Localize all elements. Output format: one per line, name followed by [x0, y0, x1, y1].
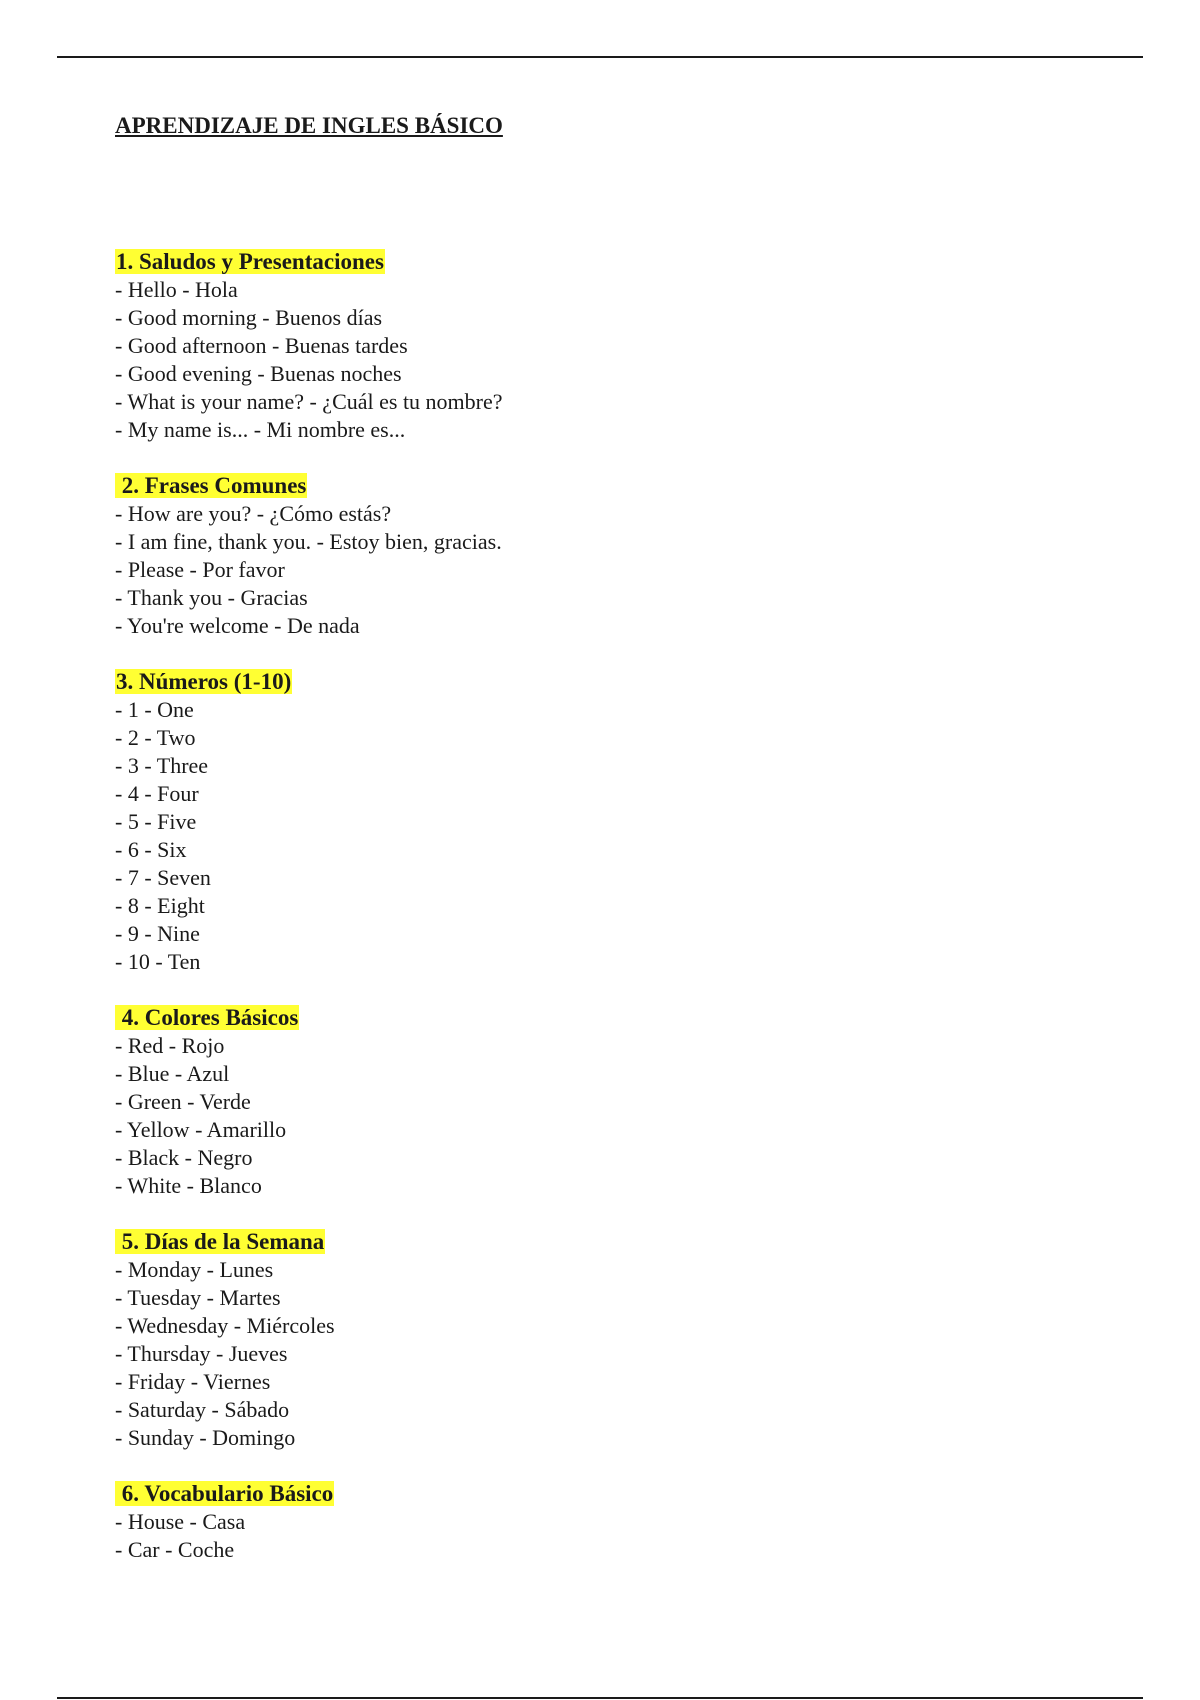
list-item: - House - Casa — [115, 1509, 246, 1534]
list-item: - White - Blanco — [115, 1173, 262, 1198]
page-bottom-rule — [57, 1697, 1143, 1699]
page-top-rule — [57, 56, 1143, 58]
list-item: - 8 - Eight — [115, 893, 205, 918]
section-colores — [115, 1004, 1015, 1200]
list-item: - Please - Por favor — [115, 557, 285, 582]
list-item: - Good evening - Buenas noches — [115, 361, 402, 386]
list-item: - Green - Verde — [115, 1089, 251, 1114]
list-item: - Saturday - Sábado — [115, 1397, 290, 1422]
sections-container — [115, 248, 1015, 1564]
section-heading: 1. Saludos y Presentaciones — [116, 249, 384, 274]
vocab-list — [115, 1032, 1015, 1200]
list-item: - Car - Coche — [115, 1537, 235, 1562]
list-item: - Red - Rojo — [115, 1033, 225, 1058]
vocab-list — [115, 696, 1015, 976]
section-vocabulario — [115, 1480, 1015, 1564]
list-item: - Hello - Hola — [115, 277, 238, 302]
list-item: - What is your name? - ¿Cuál es tu nombre? — [115, 389, 503, 414]
section-dias — [115, 1228, 1015, 1452]
document-body — [115, 110, 1015, 1592]
list-item: - Sunday - Domingo — [115, 1425, 296, 1450]
vocab-list — [115, 276, 1015, 444]
list-item: - Thursday - Jueves — [115, 1341, 288, 1366]
list-item: - 5 - Five — [115, 809, 197, 834]
list-item: - I am fine, thank you. - Estoy bien, gracias. — [115, 529, 502, 554]
section-saludos — [115, 248, 1015, 444]
list-item: - How are you? - ¿Cómo estás? — [115, 501, 392, 526]
list-item: - 4 - Four — [115, 781, 199, 806]
section-frases — [115, 472, 1015, 640]
list-item: - Thank you - Gracias — [115, 585, 308, 610]
document-title: APRENDIZAJE DE INGLES BÁSICO — [115, 113, 503, 138]
list-item: - Blue - Azul — [115, 1061, 230, 1086]
list-item: - You're welcome - De nada — [115, 613, 360, 638]
section-heading: 4. Colores Básicos — [116, 1005, 299, 1030]
list-item: - Good afternoon - Buenas tardes — [115, 333, 408, 358]
list-item: - 2 - Two — [115, 725, 196, 750]
list-item: - 1 - One — [115, 697, 194, 722]
list-item: - Friday - Viernes — [115, 1369, 271, 1394]
list-item: - My name is... - Mi nombre es... — [115, 417, 406, 442]
section-heading: 3. Números (1-10) — [116, 669, 292, 694]
vocab-list — [115, 500, 1015, 640]
section-heading: 2. Frases Comunes — [116, 473, 307, 498]
list-item: - 6 - Six — [115, 837, 187, 862]
list-item: - Yellow - Amarillo — [115, 1117, 287, 1142]
list-item: - Black - Negro — [115, 1145, 253, 1170]
section-numeros — [115, 668, 1015, 976]
list-item: - 7 - Seven — [115, 865, 211, 890]
list-item: - Monday - Lunes — [115, 1257, 274, 1282]
vocab-list — [115, 1256, 1015, 1452]
list-item: - 3 - Three — [115, 753, 209, 778]
section-heading: 5. Días de la Semana — [116, 1229, 325, 1254]
vocab-list — [115, 1508, 1015, 1564]
list-item: - Wednesday - Miércoles — [115, 1313, 335, 1338]
section-heading: 6. Vocabulario Básico — [116, 1481, 334, 1506]
list-item: - Tuesday - Martes — [115, 1285, 281, 1310]
list-item: - 9 - Nine — [115, 921, 200, 946]
list-item: - Good morning - Buenos días — [115, 305, 383, 330]
list-item: - 10 - Ten — [115, 949, 201, 974]
